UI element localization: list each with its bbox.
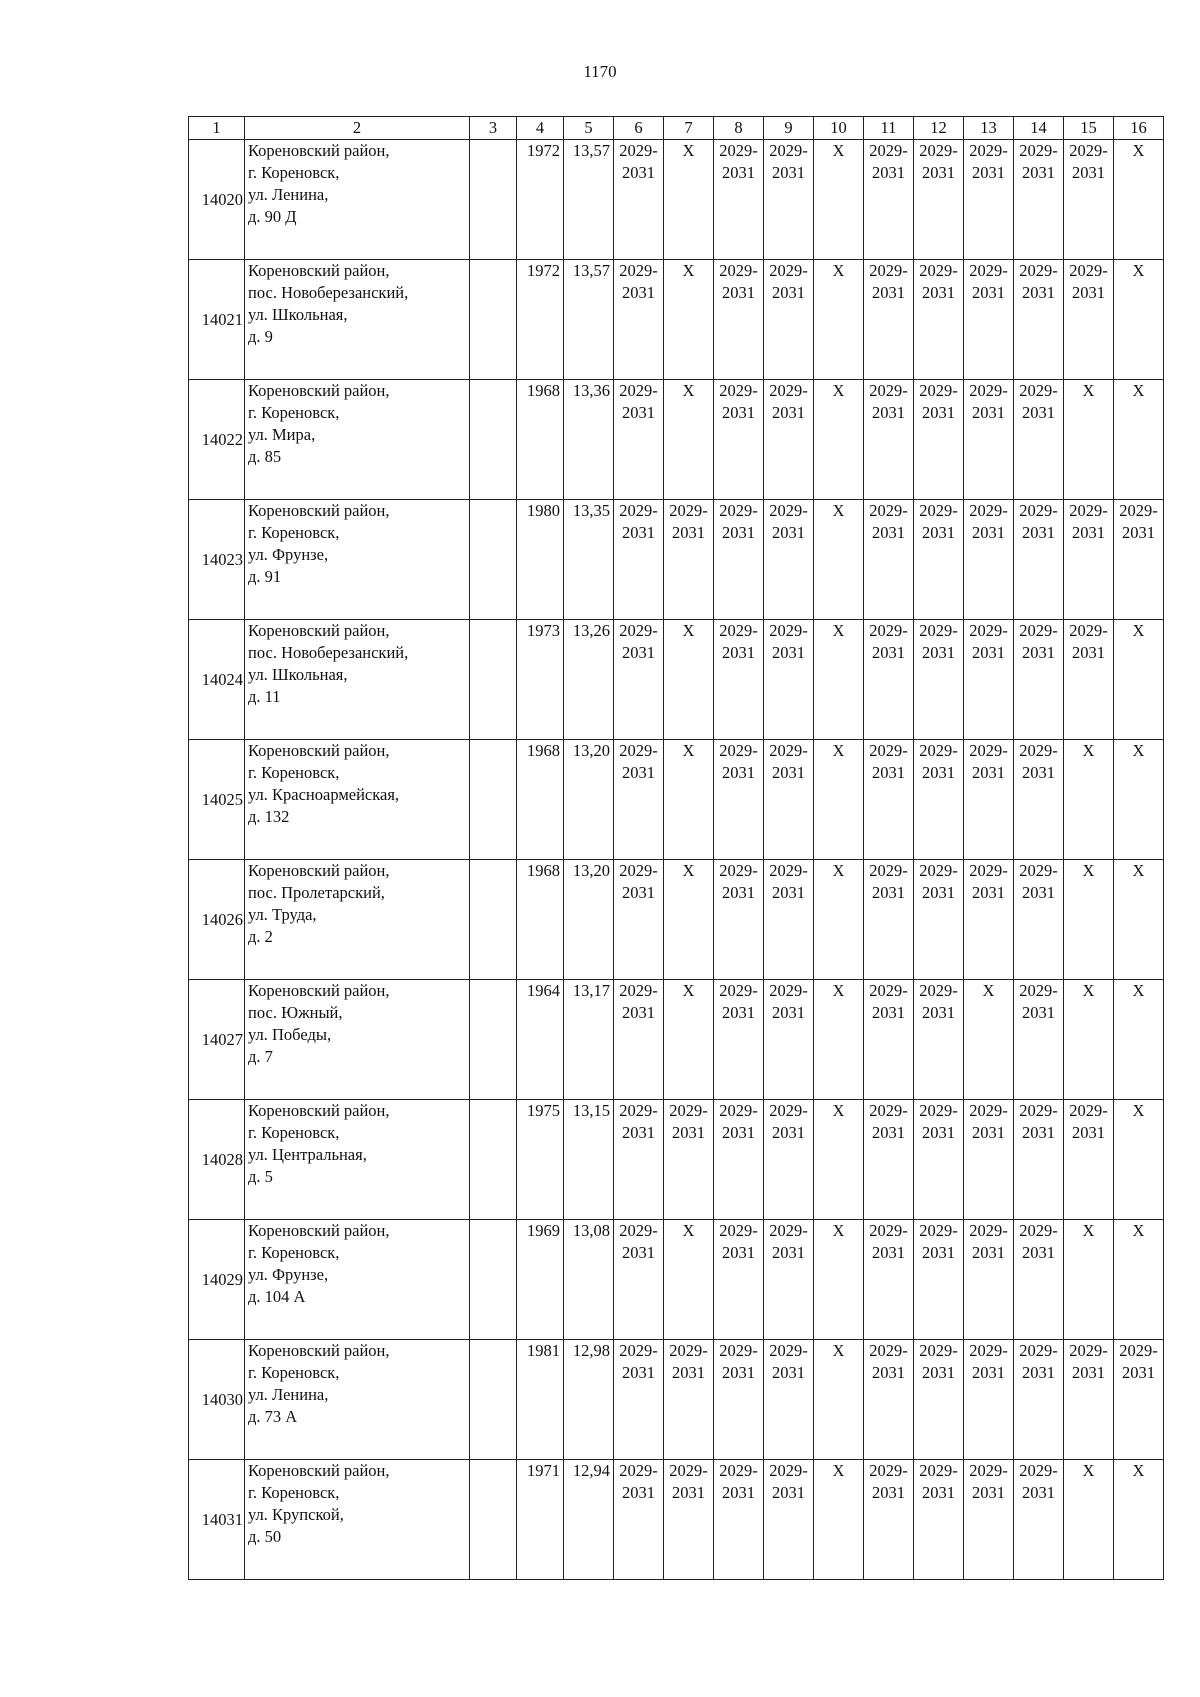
col10-cell: X <box>814 1100 864 1220</box>
year-cell: 1981 <box>517 1340 564 1460</box>
year-cell: 1972 <box>517 260 564 380</box>
col14-cell: 2029- 2031 <box>1014 860 1064 980</box>
col12-cell: 2029- 2031 <box>914 1340 964 1460</box>
record-number: 14028 <box>189 1100 245 1220</box>
table-row <box>189 1100 1164 1220</box>
col15-cell: X <box>1064 1220 1114 1340</box>
col12-cell: 2029- 2031 <box>914 1100 964 1220</box>
column-header-6: 6 <box>614 117 664 140</box>
column-header-2: 2 <box>245 117 470 140</box>
col3-cell <box>470 740 517 860</box>
col10-cell: X <box>814 260 864 380</box>
col6-cell: 2029- 2031 <box>614 380 664 500</box>
record-number: 14022 <box>189 380 245 500</box>
col11-cell: 2029- 2031 <box>864 380 914 500</box>
table-row <box>189 1220 1164 1340</box>
year-cell: 1968 <box>517 380 564 500</box>
col6-cell: 2029- 2031 <box>614 1220 664 1340</box>
column-header-14: 14 <box>1014 117 1064 140</box>
col3-cell <box>470 140 517 260</box>
record-number: 14031 <box>189 1460 245 1580</box>
year-cell: 1968 <box>517 740 564 860</box>
col12-cell: 2029- 2031 <box>914 740 964 860</box>
table-row <box>189 620 1164 740</box>
col6-cell: 2029- 2031 <box>614 980 664 1100</box>
column-header-13: 13 <box>964 117 1014 140</box>
year-cell: 1971 <box>517 1460 564 1580</box>
col8-cell: 2029- 2031 <box>714 260 764 380</box>
record-number: 14021 <box>189 260 245 380</box>
col13-cell: 2029- 2031 <box>964 260 1014 380</box>
col11-cell: 2029- 2031 <box>864 620 914 740</box>
col12-cell: 2029- 2031 <box>914 620 964 740</box>
address-cell: Кореновский район, г. Кореновск, ул. Центральная, д. 5 <box>245 1100 470 1220</box>
col6-cell: 2029- 2031 <box>614 740 664 860</box>
col7-cell: X <box>664 260 714 380</box>
col3-cell <box>470 380 517 500</box>
record-number: 14024 <box>189 620 245 740</box>
column-header-16: 16 <box>1114 117 1164 140</box>
col13-cell: 2029- 2031 <box>964 1100 1014 1220</box>
table-row <box>189 380 1164 500</box>
col15-cell: 2029- 2031 <box>1064 500 1114 620</box>
col15-cell: X <box>1064 380 1114 500</box>
col7-cell: X <box>664 140 714 260</box>
housing-register-table <box>188 116 1164 1580</box>
year-cell: 1972 <box>517 140 564 260</box>
col6-cell: 2029- 2031 <box>614 860 664 980</box>
record-number: 14029 <box>189 1220 245 1340</box>
col13-cell: 2029- 2031 <box>964 620 1014 740</box>
col16-cell: X <box>1114 140 1164 260</box>
column-header-10: 10 <box>814 117 864 140</box>
year-cell: 1969 <box>517 1220 564 1340</box>
col13-cell: 2029- 2031 <box>964 740 1014 860</box>
col11-cell: 2029- 2031 <box>864 1460 914 1580</box>
col13-cell: 2029- 2031 <box>964 1220 1014 1340</box>
col9-cell: 2029- 2031 <box>764 740 814 860</box>
col14-cell: 2029- 2031 <box>1014 620 1064 740</box>
column-header-9: 9 <box>764 117 814 140</box>
col6-cell: 2029- 2031 <box>614 260 664 380</box>
column-header-11: 11 <box>864 117 914 140</box>
col16-cell: X <box>1114 740 1164 860</box>
value-cell: 13,17 <box>564 980 614 1100</box>
col16-cell: X <box>1114 1460 1164 1580</box>
col12-cell: 2029- 2031 <box>914 1460 964 1580</box>
col15-cell: 2029- 2031 <box>1064 1100 1114 1220</box>
col10-cell: X <box>814 140 864 260</box>
col9-cell: 2029- 2031 <box>764 140 814 260</box>
col3-cell <box>470 980 517 1100</box>
col3-cell <box>470 1100 517 1220</box>
table-row <box>189 860 1164 980</box>
col6-cell: 2029- 2031 <box>614 1100 664 1220</box>
col9-cell: 2029- 2031 <box>764 1340 814 1460</box>
col9-cell: 2029- 2031 <box>764 380 814 500</box>
value-cell: 12,94 <box>564 1460 614 1580</box>
col15-cell: X <box>1064 740 1114 860</box>
col9-cell: 2029- 2031 <box>764 1460 814 1580</box>
col7-cell: X <box>664 740 714 860</box>
year-cell: 1973 <box>517 620 564 740</box>
table-row <box>189 740 1164 860</box>
record-number: 14026 <box>189 860 245 980</box>
col10-cell: X <box>814 1460 864 1580</box>
value-cell: 13,26 <box>564 620 614 740</box>
col7-cell: X <box>664 860 714 980</box>
page-number: 1170 <box>583 62 617 81</box>
col12-cell: 2029- 2031 <box>914 380 964 500</box>
address-cell: Кореновский район, г. Кореновск, ул. Ленина, д. 90 Д <box>245 140 470 260</box>
col13-cell: 2029- 2031 <box>964 500 1014 620</box>
col11-cell: 2029- 2031 <box>864 500 914 620</box>
col10-cell: X <box>814 740 864 860</box>
col14-cell: 2029- 2031 <box>1014 740 1064 860</box>
record-number: 14025 <box>189 740 245 860</box>
col14-cell: 2029- 2031 <box>1014 1100 1064 1220</box>
col6-cell: 2029- 2031 <box>614 620 664 740</box>
col7-cell: 2029- 2031 <box>664 1340 714 1460</box>
col10-cell: X <box>814 380 864 500</box>
col12-cell: 2029- 2031 <box>914 1220 964 1340</box>
col10-cell: X <box>814 500 864 620</box>
col14-cell: 2029- 2031 <box>1014 380 1064 500</box>
record-number: 14020 <box>189 140 245 260</box>
column-header-3: 3 <box>470 117 517 140</box>
address-cell: Кореновский район, пос. Южный, ул. Победы, д. 7 <box>245 980 470 1100</box>
col8-cell: 2029- 2031 <box>714 980 764 1100</box>
col11-cell: 2029- 2031 <box>864 740 914 860</box>
col13-cell: 2029- 2031 <box>964 140 1014 260</box>
col11-cell: 2029- 2031 <box>864 1100 914 1220</box>
address-cell: Кореновский район, г. Кореновск, ул. Фрунзе, д. 104 А <box>245 1220 470 1340</box>
col10-cell: X <box>814 980 864 1100</box>
col9-cell: 2029- 2031 <box>764 1100 814 1220</box>
column-header-7: 7 <box>664 117 714 140</box>
col8-cell: 2029- 2031 <box>714 140 764 260</box>
col9-cell: 2029- 2031 <box>764 500 814 620</box>
col10-cell: X <box>814 1220 864 1340</box>
col15-cell: 2029- 2031 <box>1064 140 1114 260</box>
col15-cell: 2029- 2031 <box>1064 620 1114 740</box>
col7-cell: 2029- 2031 <box>664 500 714 620</box>
address-cell: Кореновский район, г. Кореновск, ул. Ленина, д. 73 А <box>245 1340 470 1460</box>
col12-cell: 2029- 2031 <box>914 860 964 980</box>
col11-cell: 2029- 2031 <box>864 140 914 260</box>
col10-cell: X <box>814 860 864 980</box>
column-header-15: 15 <box>1064 117 1114 140</box>
col11-cell: 2029- 2031 <box>864 1340 914 1460</box>
column-header-8: 8 <box>714 117 764 140</box>
col9-cell: 2029- 2031 <box>764 620 814 740</box>
col8-cell: 2029- 2031 <box>714 860 764 980</box>
col10-cell: X <box>814 620 864 740</box>
record-number: 14030 <box>189 1340 245 1460</box>
column-header-1: 1 <box>189 117 245 140</box>
col16-cell: 2029- 2031 <box>1114 500 1164 620</box>
table-row <box>189 140 1164 260</box>
col9-cell: 2029- 2031 <box>764 1220 814 1340</box>
col14-cell: 2029- 2031 <box>1014 1220 1064 1340</box>
col15-cell: X <box>1064 860 1114 980</box>
col8-cell: 2029- 2031 <box>714 1460 764 1580</box>
col12-cell: 2029- 2031 <box>914 260 964 380</box>
col7-cell: X <box>664 620 714 740</box>
col15-cell: 2029- 2031 <box>1064 260 1114 380</box>
col12-cell: 2029- 2031 <box>914 980 964 1100</box>
col14-cell: 2029- 2031 <box>1014 140 1064 260</box>
col8-cell: 2029- 2031 <box>714 740 764 860</box>
column-header-12: 12 <box>914 117 964 140</box>
address-cell: Кореновский район, г. Кореновск, ул. Крупской, д. 50 <box>245 1460 470 1580</box>
col15-cell: 2029- 2031 <box>1064 1340 1114 1460</box>
value-cell: 13,35 <box>564 500 614 620</box>
value-cell: 13,57 <box>564 140 614 260</box>
col7-cell: X <box>664 980 714 1100</box>
col6-cell: 2029- 2031 <box>614 1460 664 1580</box>
col14-cell: 2029- 2031 <box>1014 980 1064 1100</box>
value-cell: 13,20 <box>564 860 614 980</box>
table-row <box>189 260 1164 380</box>
col3-cell <box>470 500 517 620</box>
col11-cell: 2029- 2031 <box>864 260 914 380</box>
col14-cell: 2029- 2031 <box>1014 1340 1064 1460</box>
col14-cell: 2029- 2031 <box>1014 1460 1064 1580</box>
address-cell: Кореновский район, г. Кореновск, ул. Фрунзе, д. 91 <box>245 500 470 620</box>
col13-cell: 2029- 2031 <box>964 380 1014 500</box>
col15-cell: X <box>1064 1460 1114 1580</box>
record-number: 14027 <box>189 980 245 1100</box>
col16-cell: X <box>1114 860 1164 980</box>
col8-cell: 2029- 2031 <box>714 620 764 740</box>
value-cell: 13,57 <box>564 260 614 380</box>
col6-cell: 2029- 2031 <box>614 500 664 620</box>
col3-cell <box>470 1340 517 1460</box>
col14-cell: 2029- 2031 <box>1014 500 1064 620</box>
col14-cell: 2029- 2031 <box>1014 260 1064 380</box>
col3-cell <box>470 1220 517 1340</box>
col12-cell: 2029- 2031 <box>914 140 964 260</box>
col16-cell: X <box>1114 980 1164 1100</box>
address-cell: Кореновский район, г. Кореновск, ул. Мира, д. 85 <box>245 380 470 500</box>
col16-cell: X <box>1114 260 1164 380</box>
col10-cell: X <box>814 1340 864 1460</box>
address-cell: Кореновский район, пос. Новоберезанский, ул. Школьная, д. 11 <box>245 620 470 740</box>
col8-cell: 2029- 2031 <box>714 380 764 500</box>
col15-cell: X <box>1064 980 1114 1100</box>
address-cell: Кореновский район, пос. Новоберезанский, ул. Школьная, д. 9 <box>245 260 470 380</box>
col7-cell: X <box>664 380 714 500</box>
col11-cell: 2029- 2031 <box>864 980 914 1100</box>
column-header-5: 5 <box>564 117 614 140</box>
col8-cell: 2029- 2031 <box>714 500 764 620</box>
col16-cell: X <box>1114 1220 1164 1340</box>
col13-cell: 2029- 2031 <box>964 860 1014 980</box>
col9-cell: 2029- 2031 <box>764 980 814 1100</box>
value-cell: 13,08 <box>564 1220 614 1340</box>
year-cell: 1968 <box>517 860 564 980</box>
value-cell: 13,36 <box>564 380 614 500</box>
column-header-4: 4 <box>517 117 564 140</box>
col16-cell: 2029- 2031 <box>1114 1340 1164 1460</box>
col8-cell: 2029- 2031 <box>714 1340 764 1460</box>
value-cell: 13,20 <box>564 740 614 860</box>
header-row <box>189 117 1164 140</box>
col3-cell <box>470 860 517 980</box>
year-cell: 1975 <box>517 1100 564 1220</box>
col3-cell <box>470 620 517 740</box>
address-cell: Кореновский район, пос. Пролетарский, ул. Труда, д. 2 <box>245 860 470 980</box>
col13-cell: 2029- 2031 <box>964 1460 1014 1580</box>
col6-cell: 2029- 2031 <box>614 1340 664 1460</box>
col7-cell: 2029- 2031 <box>664 1100 714 1220</box>
record-number: 14023 <box>189 500 245 620</box>
col3-cell <box>470 1460 517 1580</box>
col16-cell: X <box>1114 380 1164 500</box>
col9-cell: 2029- 2031 <box>764 260 814 380</box>
col13-cell: X <box>964 980 1014 1100</box>
col7-cell: X <box>664 1220 714 1340</box>
address-cell: Кореновский район, г. Кореновск, ул. Красноармейская, д. 132 <box>245 740 470 860</box>
col8-cell: 2029- 2031 <box>714 1220 764 1340</box>
year-cell: 1980 <box>517 500 564 620</box>
col6-cell: 2029- 2031 <box>614 140 664 260</box>
col12-cell: 2029- 2031 <box>914 500 964 620</box>
col8-cell: 2029- 2031 <box>714 1100 764 1220</box>
value-cell: 12,98 <box>564 1340 614 1460</box>
col16-cell: X <box>1114 620 1164 740</box>
col7-cell: 2029- 2031 <box>664 1460 714 1580</box>
col9-cell: 2029- 2031 <box>764 860 814 980</box>
col13-cell: 2029- 2031 <box>964 1340 1014 1460</box>
table-row <box>189 980 1164 1100</box>
year-cell: 1964 <box>517 980 564 1100</box>
col3-cell <box>470 260 517 380</box>
table-row <box>189 500 1164 620</box>
value-cell: 13,15 <box>564 1100 614 1220</box>
col11-cell: 2029- 2031 <box>864 1220 914 1340</box>
col16-cell: X <box>1114 1100 1164 1220</box>
table-row <box>189 1340 1164 1460</box>
table-row <box>189 1460 1164 1580</box>
col11-cell: 2029- 2031 <box>864 860 914 980</box>
